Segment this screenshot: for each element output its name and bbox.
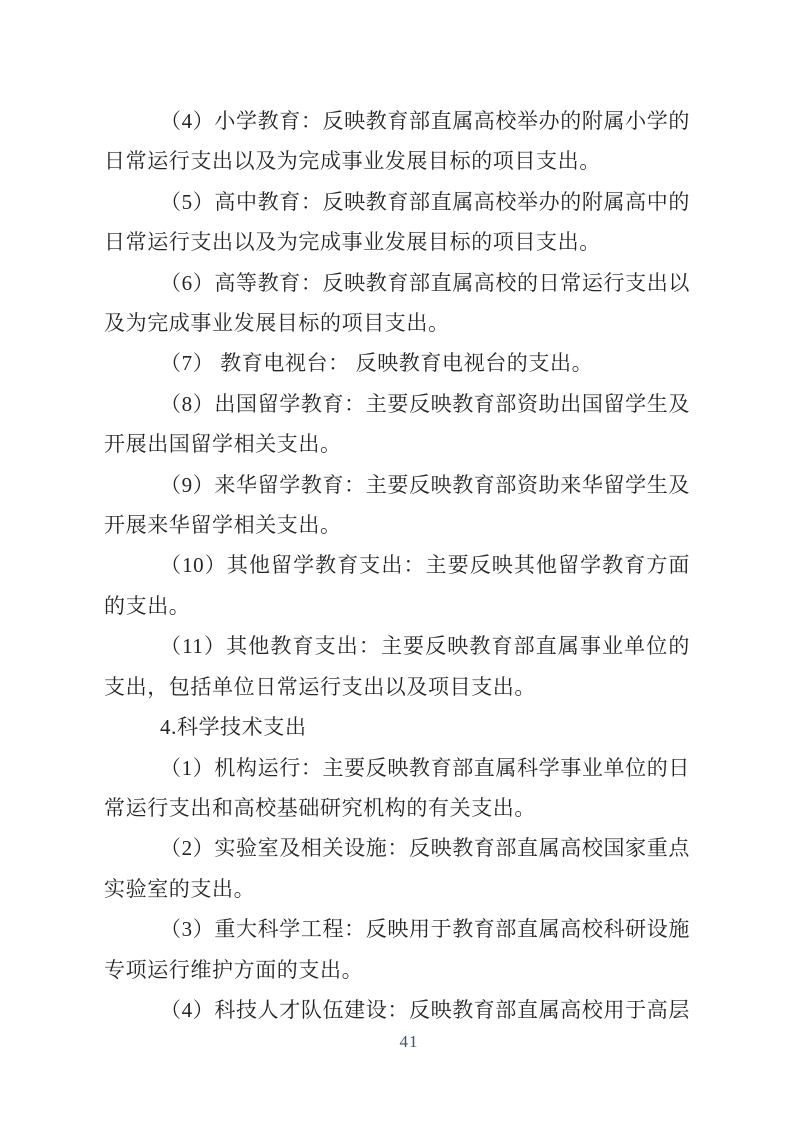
text-line: （8）出国留学教育：主要反映教育部资助出国留学生及 xyxy=(160,391,690,416)
text-block xyxy=(104,101,690,1030)
text-line: 实验室的支出。 xyxy=(104,876,256,901)
text-line: （4）小学教育：反映教育部直属高校举办的附属小学的 xyxy=(160,109,690,133)
text-line: 常运行支出和高校基础研究机构的有关支出。 xyxy=(104,795,536,820)
text-line: 开展出国留学相关支出。 xyxy=(104,432,342,457)
text-line: 开展来华留学相关支出。 xyxy=(104,513,342,538)
text-line: （9）来华留学教育：主要反映教育部资助来华留学生及 xyxy=(160,472,690,497)
text-line: （5）高中教育：反映教育部直属高校举办的附属高中的 xyxy=(160,189,690,214)
text-line: （3）重大科学工程：反映用于教育部直属高校科研设施 xyxy=(160,917,690,942)
text-line: （2）实验室及相关设施：反映教育部直属高校国家重点 xyxy=(160,836,690,861)
text-line: （4）科技人才队伍建设：反映教育部直属高校用于高层 xyxy=(160,997,690,1022)
text-line: 日常运行支出以及为完成事业发展目标的项目支出。 xyxy=(104,230,601,255)
text-line: 支出，包括单位日常运行支出以及项目支出。 xyxy=(104,674,536,699)
text-line: （10）其他留学教育支出：主要反映其他留学教育方面 xyxy=(160,553,690,578)
text-line: （1）机构运行：主要反映教育部直属科学事业单位的日 xyxy=(160,755,690,780)
text-line: 专项运行维护方面的支出。 xyxy=(104,957,364,982)
text-line: （6）高等教育：反映教育部直属高校的日常运行支出以 xyxy=(160,270,690,295)
text-line: （7） 教育电视台： 反映教育电视台的支出。 xyxy=(160,351,594,376)
section-heading-line: 4.科学技术支出 xyxy=(160,715,307,740)
page-number: 41 xyxy=(399,1032,419,1051)
text-line: 的支出。 xyxy=(104,593,191,618)
text-line: 及为完成事业发展目标的项目支出。 xyxy=(104,311,450,336)
text-line: 日常运行支出以及为完成事业发展目标的项目支出。 xyxy=(104,149,601,174)
text-line: （11）其他教育支出：主要反映教育部直属事业单位的 xyxy=(160,634,690,659)
page-footer xyxy=(0,1032,800,1052)
